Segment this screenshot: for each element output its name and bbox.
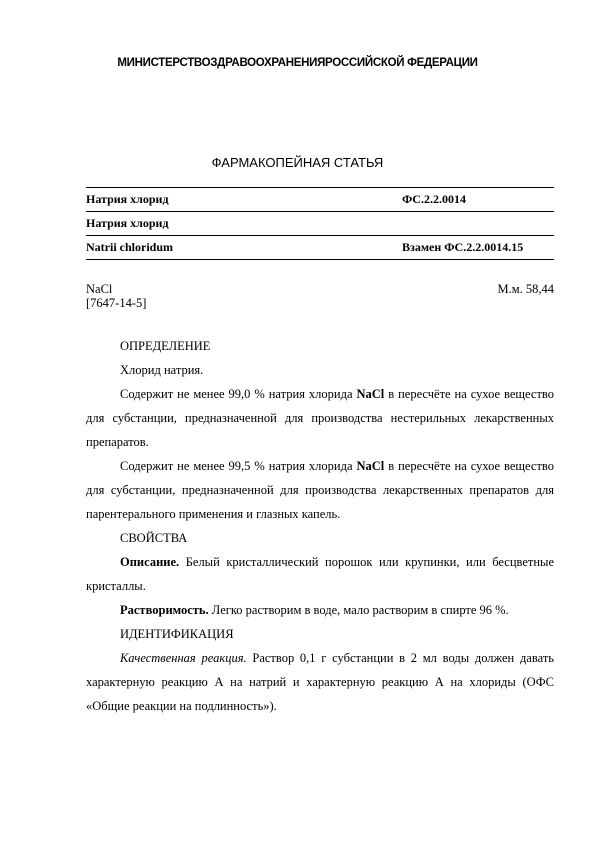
content-paragraph-2: Содержит не менее 99,5 % натрия хлорида NaCl в пересчёте на сухое вещество для субстанции, предназначенной для производства лекарственных препаратов для парентерального применения и глазных капель.	[86, 459, 554, 521]
cas-number: [7647-14-5]	[86, 296, 147, 310]
document-title: ФАРМАКОПЕЙНАЯ СТАТЬЯ	[211, 155, 384, 170]
substance-name-ru: Натрия хлорид	[86, 192, 169, 206]
formula-inline: NaCl	[356, 459, 385, 473]
identification-heading: ИДЕНТИФИКАЦИЯ	[120, 627, 234, 641]
table-rule-bottom	[86, 259, 554, 260]
solubility-paragraph: Растворимость. Легко растворим в воде, мало растворим в спирте 96 %.	[120, 603, 509, 617]
formula-inline: NaCl	[356, 387, 385, 401]
qualitative-reaction-label: Качественная реакция.	[120, 651, 247, 665]
definition-heading: ОПРЕДЕЛЕНИЕ	[120, 339, 211, 353]
substance-name-latin: Natrii chloridum	[86, 240, 173, 254]
description-label: Описание.	[120, 555, 180, 569]
article-body	[86, 334, 554, 718]
properties-heading: СВОЙСТВА	[120, 531, 188, 545]
definition-text: Хлорид натрия.	[120, 363, 204, 377]
qualitative-reaction-paragraph: Качественная реакция. Раствор 0,1 г субстанции в 2 мл воды должен давать характерную реакцию А на натрий и характерную реакцию А на хлориды (ОФС «Общие реакции на подлинность»).	[86, 651, 554, 713]
substance-name-ru-2: Натрия хлорид	[86, 216, 169, 230]
replaces-code: Взамен ФС.2.2.0014.15	[402, 240, 524, 254]
chemical-formula: NaCl	[86, 282, 113, 296]
molar-mass: М.м. 58,44	[497, 282, 554, 296]
pharmacopoeia-code: ФС.2.2.0014	[402, 192, 466, 206]
solubility-label: Растворимость.	[120, 603, 209, 617]
content-paragraph-1: Содержит не менее 99,0 % натрия хлорида NaCl в пересчёте на сухое вещество для субстанции, предназначенной для производства нестерильных лекарственных препаратов.	[86, 387, 554, 449]
description-paragraph: Описание. Белый кристаллический порошок или крупинки, или бесцветные кристаллы.	[86, 555, 554, 593]
ministry-header: МИНИСТЕРСТВОЗДРАВООХРАНЕНИЯРОССИЙСКОЙ ФЕДЕРАЦИИ	[117, 57, 478, 69]
